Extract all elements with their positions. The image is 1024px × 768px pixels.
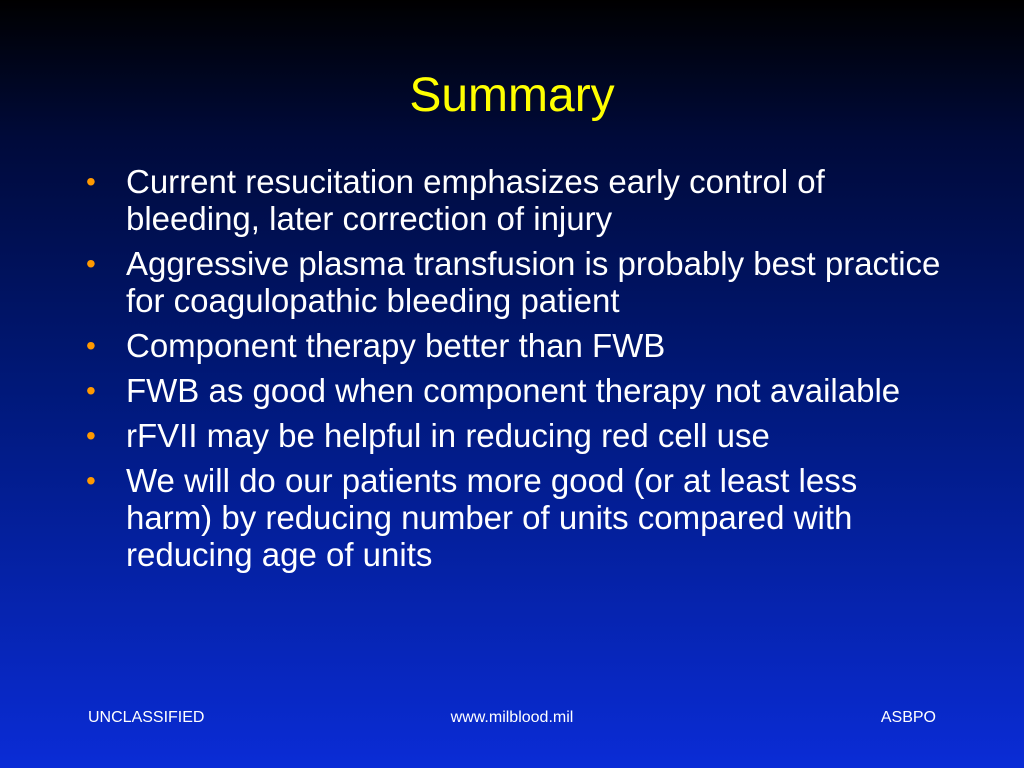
bullet-text: Component therapy better than FWB [126,327,666,364]
bullet-text: rFVII may be helpful in reducing red cell use [126,417,770,454]
bullet-item [86,372,946,409]
bullet-item [86,163,946,237]
bullet-item [86,417,946,454]
bullet-dot-icon: • [86,166,96,197]
bullet-text: Aggressive plasma transfusion is probably best practice for coagulopathic bleeding patient [126,245,941,319]
bullet-dot-icon: • [86,420,96,451]
bullet-item [86,327,946,364]
footer-website: www.milblood.mil [450,709,574,726]
bullet-item [86,245,946,319]
bullet-dot-icon: • [86,330,96,361]
bullet-text: We will do our patients more good (or at least less harm) by reducing number of units compared with reducing age of units [126,462,858,573]
bullet-item [86,462,946,573]
bullet-list [86,163,946,581]
bullet-dot-icon: • [86,248,96,279]
bullet-dot-icon: • [86,375,96,406]
bullet-text: FWB as good when component therapy not available [126,372,901,409]
slide-title: Summary [409,69,615,122]
footer-classification: UNCLASSIFIED [88,709,205,726]
bullet-text: Current resucitation emphasizes early control of bleeding, later correction of injury [126,163,825,237]
bullet-dot-icon: • [86,465,96,496]
footer-organization: ASBPO [880,709,936,726]
